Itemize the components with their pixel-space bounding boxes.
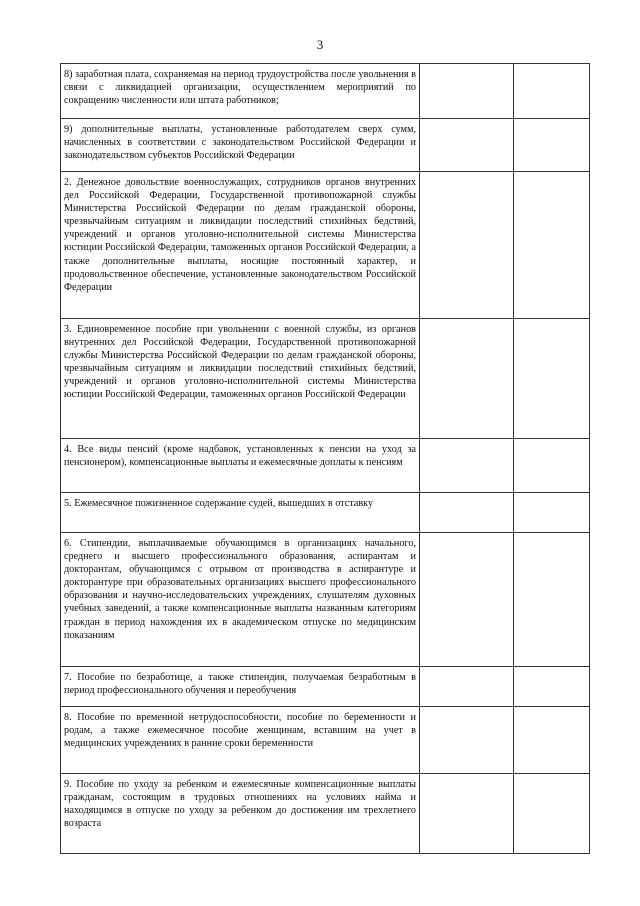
income-table: [60, 63, 590, 854]
row-value-cell-a[interactable]: [420, 533, 514, 667]
row-value-cell-a[interactable]: [420, 493, 514, 533]
page-number: 3: [316, 37, 324, 52]
row-value-cell-a[interactable]: [420, 707, 514, 774]
table-row: [61, 119, 590, 172]
table-row: [61, 439, 590, 493]
table-body: [61, 64, 590, 854]
row-value-cell-b[interactable]: [514, 774, 590, 854]
row-value-cell-b[interactable]: [514, 533, 590, 667]
row-value-cell-a[interactable]: [420, 667, 514, 707]
row-description: [61, 533, 420, 667]
row-value-cell-b[interactable]: [514, 707, 590, 774]
row-value-cell-b[interactable]: [514, 667, 590, 707]
row-value-cell-a[interactable]: [420, 319, 514, 439]
row-description-text: 8. Пособие по временной нетрудоспособности, пособие по беременности и родам, а также ежемесячное пособие женщинам, вставшим на учет в медицинских учреждениях в ранние сроки беременности: [64, 712, 416, 750]
row-value-cell-b[interactable]: [514, 493, 590, 533]
row-value-cell-a[interactable]: [420, 774, 514, 854]
row-value-cell-a[interactable]: [420, 172, 514, 319]
row-description: [61, 319, 420, 439]
row-value-cell-b[interactable]: [514, 319, 590, 439]
row-description-text: 7. Пособие по безработице, а также стипендия, получаемая безработным в период профессионального обучения и переобучения: [64, 672, 416, 697]
row-description-text: 9) дополнительные выплаты, установленные работодателем сверх сумм, начисленных в соответствии с законодательством Российской Федерации и законодательством субъектов Российской Федерации: [64, 124, 416, 162]
row-description-text: 5. Ежемесячное пожизненное содержание судей, вышедших в отставку: [64, 498, 374, 509]
table-row: [61, 172, 590, 319]
row-value-cell-b[interactable]: [514, 64, 590, 119]
table-row: [61, 707, 590, 774]
row-description: [61, 439, 420, 493]
row-value-cell-a[interactable]: [420, 439, 514, 493]
table-row: [61, 533, 590, 667]
row-value-cell-b[interactable]: [514, 119, 590, 172]
row-value-cell-a[interactable]: [420, 64, 514, 119]
row-description: [61, 119, 420, 172]
table-row: [61, 64, 590, 119]
row-description: [61, 172, 420, 319]
row-description: [61, 774, 420, 854]
row-description-text: 4. Все виды пенсий (кроме надбавок, установленных к пенсии на уход за пенсионером), компенсационные выплаты и ежемесячные доплаты к пенсиям: [64, 444, 416, 469]
table-row: [61, 319, 590, 439]
table-row: [61, 493, 590, 533]
table-row: [61, 774, 590, 854]
row-value-cell-a[interactable]: [420, 119, 514, 172]
row-description-text: 2. Денежное довольствие военнослужащих, сотрудников органов внутренних дел Российской Федерации, Государственной противопожарной службы Министерства Российской Федерации по делам гражданской обороны, чрезвычайным ситуациям и ликвидации последствий стихийных бедствий, учреждений и органов уголовно-исполнительной системы Министерства юстиции Российской Федерации, таможенных органов Российской Федерации, а также дополнительные выплаты, носящие постоянный характер, и продовольственное обеспечение, установленные законодательством Российской Федерации: [64, 177, 416, 293]
table-row: [61, 667, 590, 707]
row-description-text: 3. Единовременное пособие при увольнении с военной службы, из органов внутренних дел Российской Федерации, Государственной противопожарной службы Министерства Российской Федерации по делам гражданской обороны, чрезвычайным ситуациям и ликвидации последствий стихийных бедствий, учреждений и органов уголовно-исполнительной системы Министерства юстиции Российской Федерации, таможенных органов Российской Федерации: [64, 324, 416, 401]
row-description: [61, 493, 420, 533]
row-description-text: 8) заработная плата, сохраняемая на период трудоустройства после увольнения в связи с ликвидацией организации, осуществлением мероприятий по сокращению численности или штата работников;: [64, 69, 416, 107]
row-description-text: 6. Стипендии, выплачиваемые обучающимся в организациях начального, среднего и высшего профессионального образования, аспирантам и докторантам, обучающимся с отрывом от производства в аспирантуре и докторантуре при образовательных организациях высшего профессионального образования и научно-исследовательских учреждениях, слушателям духовных учебных заведений, а также компенсационные выплаты названным категориям граждан в период нахождения их в академическом отпуске по медицинским показаниям: [64, 538, 416, 641]
row-value-cell-b[interactable]: [514, 439, 590, 493]
row-description-text: 9. Пособие по уходу за ребенком и ежемесячные компенсационные выплаты гражданам, состоящим в трудовых отношениях на условиях найма и находящимся в отпуске по уходу за ребенком до достижения им трехлетнего возраста: [64, 779, 416, 830]
row-value-cell-b[interactable]: [514, 172, 590, 319]
row-description: [61, 667, 420, 707]
row-description: [61, 64, 420, 119]
row-description: [61, 707, 420, 774]
